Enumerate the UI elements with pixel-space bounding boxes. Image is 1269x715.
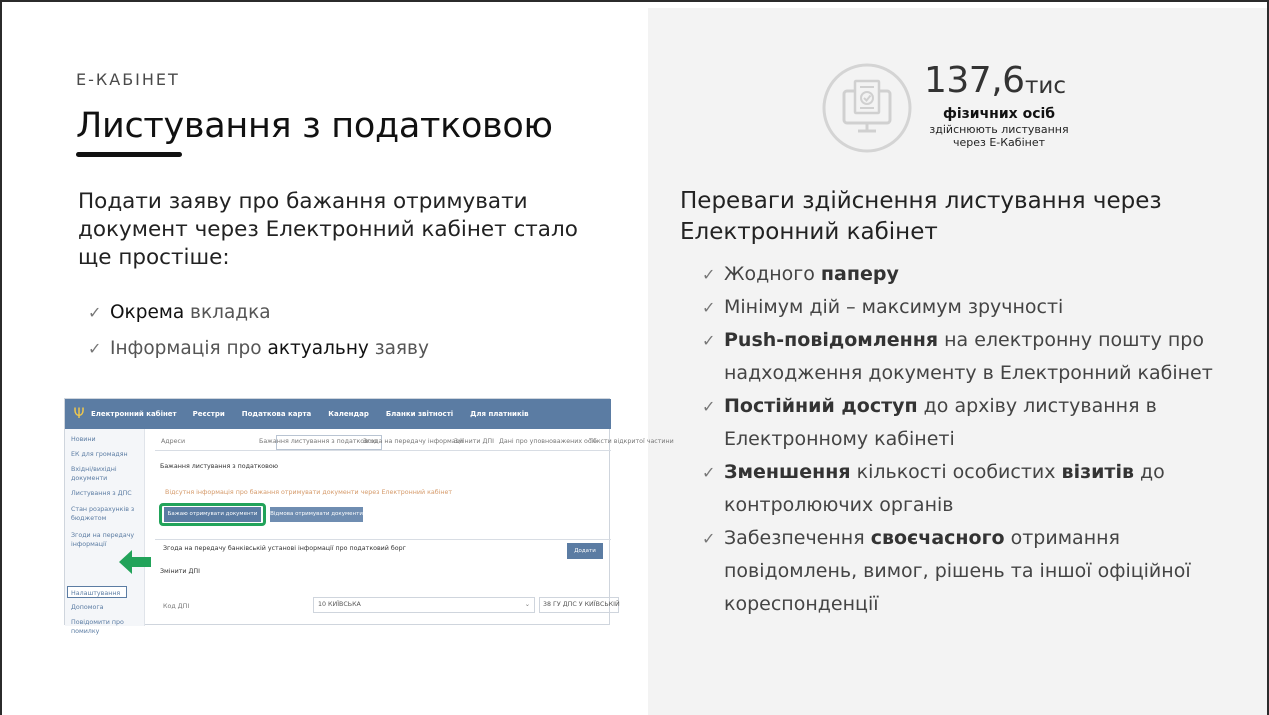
slide	[2, 2, 1267, 715]
stat-caption: фізичних осіб	[942, 106, 1056, 122]
page-title: Листування з податковою	[76, 106, 553, 146]
tab[interactable]: Дані про уповноважених осіб	[499, 438, 597, 445]
nav-item[interactable]: Для платників	[470, 410, 529, 418]
list-item: ✓ Забезпечення своєчасного отримання повідомлень, вимог, рішень та іншої офіційної кореспонденції	[702, 522, 1232, 621]
arrow-left-icon	[119, 549, 151, 575]
list-item: ✓ Зменшення кількості особистих візитів до контролюючих органів	[702, 456, 1232, 522]
cabinet-tabs	[155, 435, 674, 451]
sidebar-item[interactable]: Допомога	[71, 604, 104, 611]
nav-item[interactable]: Податкова карта	[241, 410, 312, 418]
nav-item[interactable]: Календар	[328, 410, 369, 418]
chevron-down-icon: ⌄	[524, 601, 530, 608]
tab[interactable]: Згода на передачу інформації	[363, 438, 464, 445]
sidebar-item[interactable]: Повідомити про помилку	[71, 619, 124, 635]
check-icon: ✓	[702, 331, 716, 350]
sidebar-item[interactable]: ЕК для громадян	[71, 451, 128, 458]
tab[interactable]: Адреси	[161, 438, 186, 445]
title-underline	[76, 152, 182, 157]
sidebar-item[interactable]: Листування з ДПС	[71, 490, 132, 497]
benefits-list	[702, 258, 1232, 621]
stat-number: 137,6	[924, 60, 1025, 101]
trident-icon: Ψ	[73, 406, 85, 422]
dpi-office-select[interactable]: 38 ГУ ДПС У КИЇВСЬКІЙ	[539, 597, 619, 613]
divider	[155, 539, 611, 540]
decline-documents-button[interactable]: Відмова отримувати документи	[270, 507, 363, 522]
cabinet-header	[65, 399, 611, 429]
cabinet-brand[interactable]: Електронний кабінет	[91, 410, 177, 418]
nav-item[interactable]: Бланки звітності	[385, 410, 454, 418]
check-icon: ✓	[702, 529, 716, 548]
sidebar-item[interactable]: Стан розрахунків з бюджетом	[71, 506, 135, 522]
list-item: ✓ Мінімум дій – максимум зручності	[702, 291, 1232, 324]
code-label: Код ДПІ	[163, 603, 190, 610]
status-hint: Відсутня інформація про бажання отримувати документи через Електронний кабінет	[165, 489, 453, 496]
cabinet-screenshot	[64, 398, 674, 635]
check-icon: ✓	[88, 303, 102, 322]
change-dpi-label: Змінити ДПІ	[160, 568, 201, 575]
dpi-select[interactable]: 10 КИЇВСЬКА ⌄	[313, 597, 535, 613]
add-button[interactable]: Додати	[567, 543, 603, 559]
nav-item[interactable]: Реєстри	[192, 410, 225, 418]
check-icon: ✓	[88, 339, 102, 358]
sidebar-item[interactable]: Вхідні/вихідні документи	[71, 466, 117, 482]
cabinet-sidebar	[65, 429, 145, 635]
list-item: ✓ Push-повідомлення на електронну пошту про надходження документу в Електронний кабінет	[702, 324, 1232, 390]
stat-unit: тис	[1025, 73, 1066, 99]
tab-active[interactable]: Бажання листування з податковою	[259, 438, 378, 445]
sidebar-item[interactable]: Згоди на передачу інформації	[71, 532, 135, 548]
feature-list	[88, 299, 429, 371]
list-item: ✓ Інформація про актуальну заяву	[88, 335, 429, 371]
sidebar-item-settings[interactable]: Налаштування	[71, 590, 121, 597]
check-icon: ✓	[702, 265, 716, 284]
check-icon: ✓	[702, 397, 716, 416]
document-monitor-icon	[822, 63, 912, 153]
benefits-title: Переваги здійснення листування через Електронний кабінет	[680, 188, 1162, 245]
tab[interactable]: Змінити ДПІ	[454, 438, 495, 445]
list-item: ✓ Окрема вкладка	[88, 299, 429, 335]
lead-text: Подати заяву про бажання отримувати документ через Електронний кабінет стало ще простіше:	[78, 189, 578, 270]
stat-subcaption: здійснюють листування через Е-Кабінет	[929, 123, 1069, 149]
want-documents-button[interactable]: Бажаю отримувати документи	[164, 507, 261, 522]
sidebar-item[interactable]: Новини	[71, 436, 96, 443]
consent-text: Згода на передачу банківській установі інформації про податковий борг	[163, 545, 406, 552]
check-icon: ✓	[702, 298, 716, 317]
section-title: Бажання листування з податковою	[160, 463, 279, 470]
list-item: ✓ Постійний доступ до архіву листування в Електронному кабінеті	[702, 390, 1232, 456]
kicker: Е-КАБІНЕТ	[76, 70, 180, 89]
tab[interactable]: Тексти відкритої частини	[589, 438, 674, 445]
list-item: ✓ Жодного паперу	[702, 258, 1232, 291]
check-icon: ✓	[702, 463, 716, 482]
